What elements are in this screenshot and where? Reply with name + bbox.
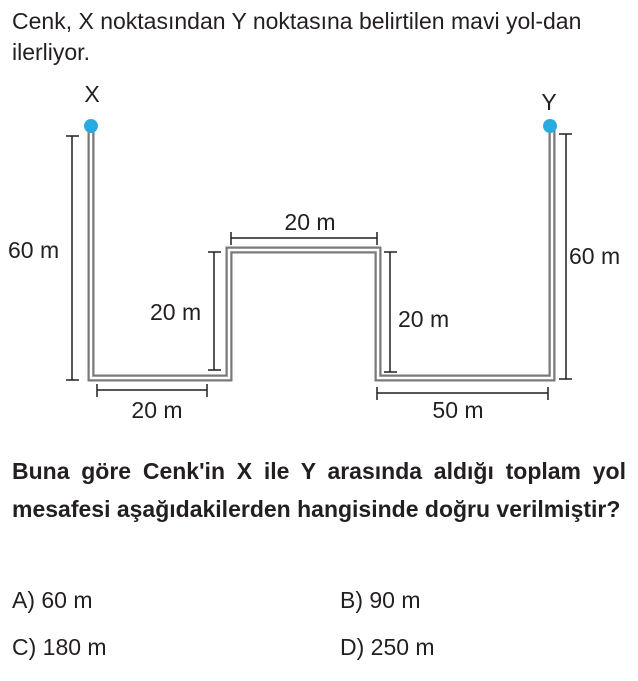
left-step-label: 20 m [150, 299, 202, 325]
choice-b-text: 90 m [369, 587, 421, 613]
right-height-label: 60 m [569, 243, 621, 269]
choice-c-text: 180 m [42, 634, 107, 660]
left-step-dimension [208, 252, 221, 370]
choice-c[interactable] [12, 633, 107, 661]
route-path-outline [91, 127, 552, 378]
intro-text: Cenk, X noktasından Y noktasına belirtilen mavi yol-dan ilerliyor. [12, 8, 582, 65]
choice-a[interactable] [12, 586, 93, 614]
choice-d-letter: D) [340, 634, 365, 660]
question-text: Buna göre Cenk'in X ile Y arasında aldığı toplam yol mesafesi aşağıdakilerden hangisinde doğru verilmiştir? [12, 458, 626, 522]
top-width-label: 20 m [284, 209, 336, 235]
right-step-label: 20 m [398, 306, 450, 332]
choice-a-text: 60 m [41, 587, 93, 613]
left-height-dimension [66, 136, 79, 380]
point-x-label: X [84, 81, 100, 107]
left-bottom-dimension [97, 384, 207, 397]
choice-d-text: 250 m [370, 634, 435, 660]
point-x-dot [84, 119, 98, 133]
choice-d[interactable] [340, 633, 435, 661]
point-y-label: Y [541, 89, 557, 115]
left-bottom-label: 20 m [131, 397, 183, 423]
point-y-dot [543, 119, 557, 133]
right-bottom-label: 50 m [432, 397, 484, 423]
choice-b[interactable] [340, 586, 421, 614]
left-height-label: 60 m [8, 237, 60, 263]
choice-a-letter: A) [12, 587, 35, 613]
choice-b-letter: B) [340, 587, 363, 613]
choice-c-letter: C) [12, 634, 37, 660]
right-step-dimension [384, 252, 397, 372]
